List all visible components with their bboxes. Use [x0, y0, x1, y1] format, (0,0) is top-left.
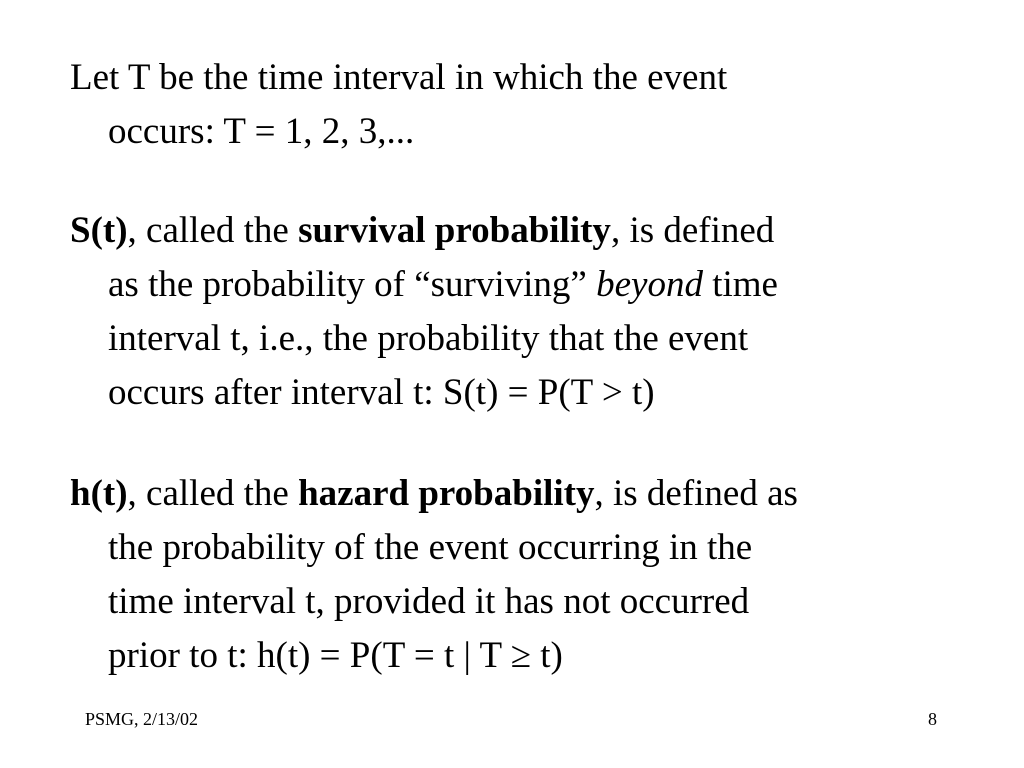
p2-line-2-pre: as the probability of “surviving” — [108, 264, 597, 305]
hazard-term: h(t) — [70, 473, 128, 514]
p2-text-1: , called the — [127, 210, 299, 251]
paragraph-survival-probability — [70, 204, 990, 420]
footer-date: PSMG, 2/13/02 — [85, 709, 199, 729]
p2-line-2-post: time — [702, 264, 778, 305]
paragraph-time-interval — [70, 51, 990, 159]
p2-line-4: occurs after interval t: S(t) = P(T > t) — [108, 372, 655, 413]
p2-line-2 — [70, 258, 990, 312]
p1-line-2: occurs: T = 1, 2, 3,... — [108, 111, 415, 152]
survival-term: S(t) — [70, 210, 128, 251]
p2-text-2: , is defined — [610, 210, 775, 251]
p2-line-1 — [70, 204, 990, 258]
survival-probability-label: survival probability — [298, 210, 611, 251]
p2-line-3: interval t, i.e., the probability that the event — [108, 318, 749, 359]
p3-text-2: , is defined as — [594, 473, 798, 514]
paragraph-hazard-probability — [70, 467, 990, 683]
p3-line-3: time interval t, provided it has not occurred — [108, 581, 750, 622]
p1-line-1: Let T be the time interval in which the event — [70, 57, 728, 98]
p3-text-1: , called the — [127, 473, 299, 514]
p3-line-2: the probability of the event occurring in the — [108, 527, 753, 568]
beyond-emphasis: beyond — [596, 264, 703, 305]
p3-line-4: prior to t: h(t) = P(T = t | T ≥ t) — [108, 635, 563, 676]
hazard-probability-label: hazard probability — [298, 473, 595, 514]
page-number: 8 — [928, 709, 937, 729]
p3-line-1 — [70, 467, 990, 521]
